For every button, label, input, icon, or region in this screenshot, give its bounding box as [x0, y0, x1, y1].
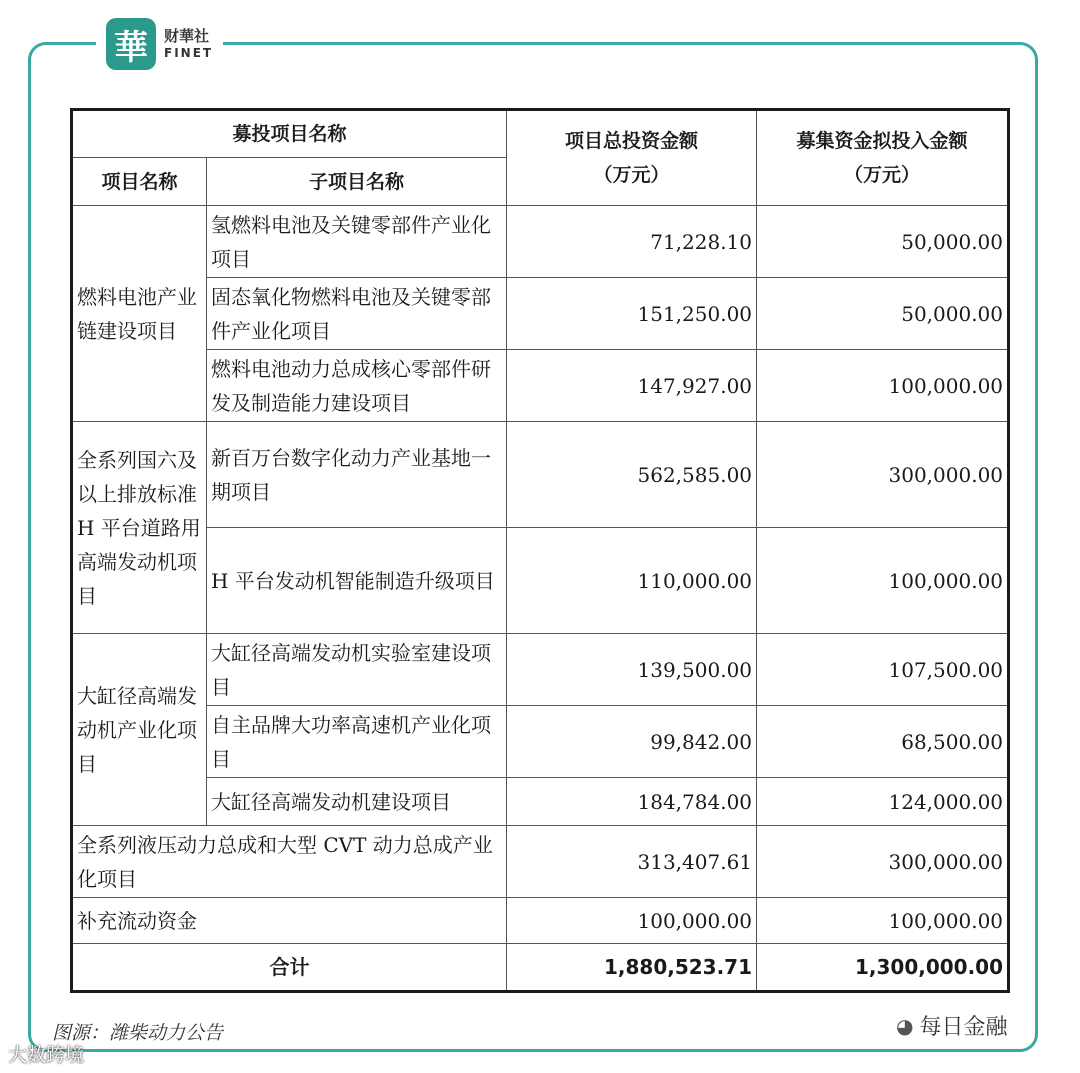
header-project: 项目名称 — [72, 158, 207, 206]
header-raise-invest — [757, 110, 1009, 206]
header-raise-invest-unit: （万元） — [844, 164, 921, 186]
watermark-secondary: 大数跨境 — [8, 1044, 85, 1066]
raise-invest-cell: 124,000.00 — [757, 778, 1009, 826]
subproject-cell: 氢燃料电池及关键零部件产业化项目 — [207, 206, 507, 278]
project-name-cell: 补充流动资金 — [72, 898, 507, 944]
total-invest-cell: 562,585.00 — [507, 422, 757, 528]
watermark — [892, 1010, 1011, 1041]
subproject-cell: H 平台发动机智能制造升级项目 — [207, 528, 507, 634]
total-invest-cell: 71,228.10 — [507, 206, 757, 278]
subproject-cell: 固态氧化物燃料电池及关键零部件产业化项目 — [207, 278, 507, 350]
project-name-cell: 大缸径高端发动机产业化项目 — [72, 634, 207, 826]
header-total-invest-label: 项目总投资金额 — [565, 130, 699, 152]
project-name-cell: 燃料电池产业链建设项目 — [72, 206, 207, 422]
source-caption: 图源：潍柴动力公告 — [48, 1018, 227, 1045]
subproject-cell: 大缸径高端发动机实验室建设项目 — [207, 634, 507, 706]
brand-name-cn: 财華社 — [164, 27, 210, 45]
raise-invest-cell: 300,000.00 — [757, 826, 1009, 898]
header-total-invest-unit: （万元） — [593, 164, 670, 186]
total-invest-cell: 147,927.00 — [507, 350, 757, 422]
brand-logo — [96, 14, 223, 74]
brand-text — [164, 29, 213, 59]
raise-invest-cell: 50,000.00 — [757, 278, 1009, 350]
total-invest-cell: 151,250.00 — [507, 278, 757, 350]
brand-name-en: FINET — [164, 46, 214, 60]
investment-table — [70, 108, 1010, 993]
finet-logo-icon: 華 — [106, 18, 156, 70]
total-invest-cell: 100,000.00 — [507, 898, 757, 944]
raise-invest-cell: 68,500.00 — [757, 706, 1009, 778]
subproject-cell: 新百万台数字化动力产业基地一期项目 — [207, 422, 507, 528]
subproject-cell: 大缸径高端发动机建设项目 — [207, 778, 507, 826]
table-row — [72, 350, 1009, 422]
wechat-icon: ◕ — [896, 1013, 914, 1038]
raise-invest-cell: 100,000.00 — [757, 898, 1009, 944]
total-invest-sum: 1,880,523.71 — [507, 944, 757, 992]
total-row — [72, 944, 1009, 992]
header-subproject: 子项目名称 — [207, 158, 507, 206]
total-label: 合计 — [72, 944, 507, 992]
total-invest-cell: 313,407.61 — [507, 826, 757, 898]
total-invest-cell: 184,784.00 — [507, 778, 757, 826]
project-name-cell: 全系列国六及以上排放标准 H 平台道路用高端发动机项目 — [72, 422, 207, 634]
subproject-cell: 燃料电池动力总成核心零部件研发及制造能力建设项目 — [207, 350, 507, 422]
table-row — [72, 278, 1009, 350]
subproject-cell: 自主品牌大功率高速机产业化项目 — [207, 706, 507, 778]
table-row — [72, 634, 1009, 706]
raise-invest-cell: 300,000.00 — [757, 422, 1009, 528]
raise-invest-cell: 100,000.00 — [757, 350, 1009, 422]
total-invest-cell: 99,842.00 — [507, 706, 757, 778]
watermark-text: 每日金融 — [919, 1015, 1008, 1040]
table-row — [72, 778, 1009, 826]
table-row — [72, 898, 1009, 944]
raise-invest-cell: 50,000.00 — [757, 206, 1009, 278]
project-name-cell: 全系列液压动力总成和大型 CVT 动力总成产业化项目 — [72, 826, 507, 898]
header-raise-invest-label: 募集资金拟投入金额 — [796, 130, 968, 152]
total-invest-cell: 139,500.00 — [507, 634, 757, 706]
raise-invest-cell: 107,500.00 — [757, 634, 1009, 706]
total-invest-cell: 110,000.00 — [507, 528, 757, 634]
table-row — [72, 422, 1009, 528]
raise-invest-sum: 1,300,000.00 — [757, 944, 1009, 992]
raise-invest-cell: 100,000.00 — [757, 528, 1009, 634]
table-row — [72, 528, 1009, 634]
header-total-invest — [507, 110, 757, 206]
header-row-1 — [72, 110, 1009, 158]
table-row — [72, 826, 1009, 898]
table-row — [72, 706, 1009, 778]
header-group: 募投项目名称 — [72, 110, 507, 158]
table-row — [72, 206, 1009, 278]
